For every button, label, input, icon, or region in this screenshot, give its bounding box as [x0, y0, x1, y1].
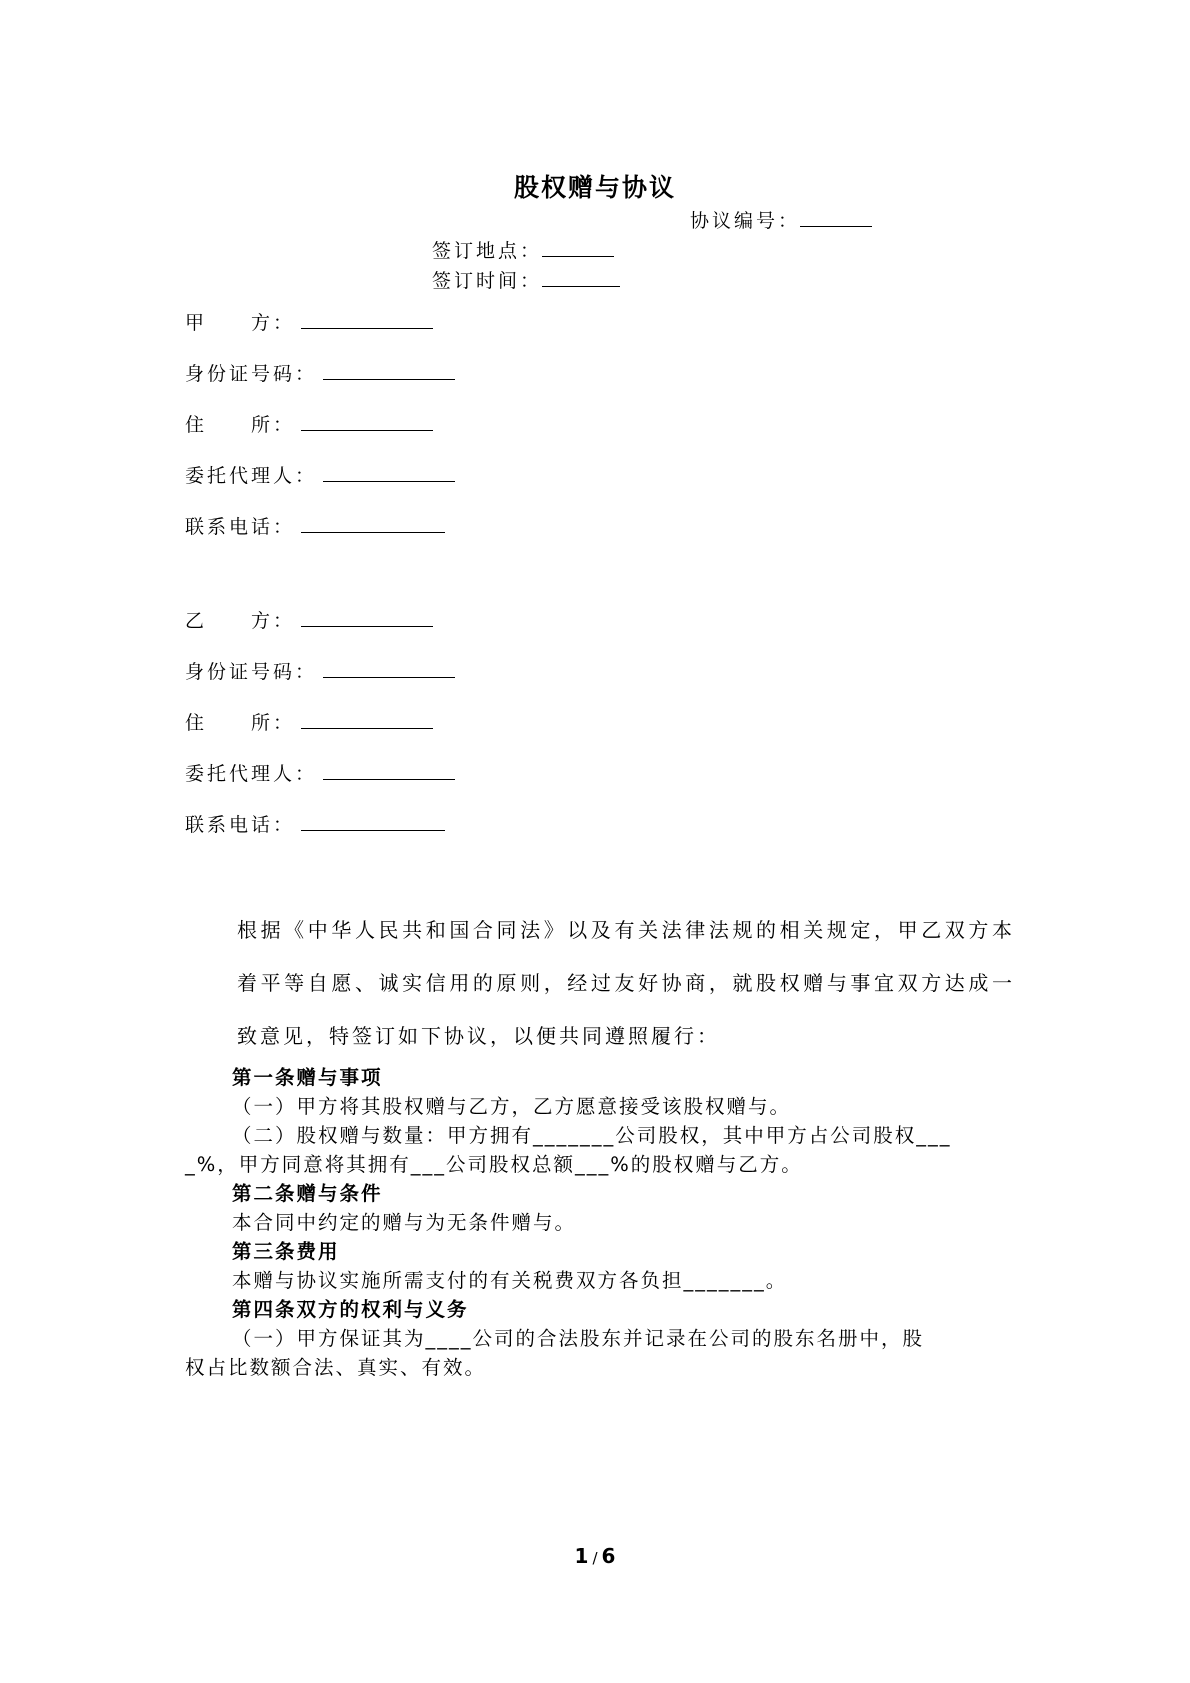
- party-b-phone-blank: [301, 812, 445, 831]
- party-a-agent-field: [185, 461, 455, 488]
- party-b-name-blank: [301, 608, 433, 627]
- party-b-address-blank: [301, 710, 433, 729]
- article-1-clause-2-line-1: （二）股权赠与数量：甲方拥有_______公司股权，其中甲方占公司股权___: [232, 1124, 952, 1147]
- party-b-address-label: 住 所：: [185, 712, 296, 734]
- party-a-name-field: [185, 308, 433, 335]
- party-a-address-blank: [301, 412, 433, 431]
- page-separator: /: [592, 1549, 598, 1567]
- preamble-text: 根据《中华人民共和国合同法》以及有关法律法规的相关规定，甲乙双方本着平等自愿、诚实信用的原则，经过友好协商，就股权赠与事宜双方达成一致意见，特签订如下协议，以便共同遵照履行：: [237, 918, 1015, 1048]
- article-1-clause-2-line-2: _%，甲方同意将其拥有___公司股权总额___%的股权赠与乙方。: [185, 1153, 803, 1176]
- party-b-phone-label: 联系电话：: [185, 814, 296, 836]
- party-b-id-label: 身份证号码：: [185, 661, 318, 683]
- signing-place-field: [432, 236, 614, 263]
- agreement-number-label: 协议编号：: [690, 210, 801, 232]
- article-4-title: 第四条双方的权利与义务: [232, 1298, 469, 1321]
- party-b-address-field: [185, 708, 433, 735]
- signing-place-label: 签订地点：: [432, 240, 543, 262]
- party-a-id-blank: [323, 361, 455, 380]
- party-b-id-field: [185, 657, 455, 684]
- party-a-phone-blank: [301, 514, 445, 533]
- party-b-name-label: 乙 方：: [185, 610, 296, 632]
- party-a-agent-label: 委托代理人：: [185, 465, 318, 487]
- article-2-clause-1: 本合同中约定的赠与为无条件赠与。: [232, 1211, 577, 1234]
- article-3-title: 第三条费用: [232, 1240, 340, 1263]
- preamble-paragraph: [185, 904, 1015, 1063]
- party-a-address-field: [185, 410, 433, 437]
- document-title: 股权赠与协议: [513, 173, 676, 202]
- article-1-clause-1: （一）甲方将其股权赠与乙方，乙方愿意接受该股权赠与。: [232, 1095, 792, 1118]
- signing-time-field: [432, 266, 620, 293]
- page-number: [0, 1544, 1190, 1568]
- total-pages: 6: [601, 1544, 616, 1568]
- signing-time-blank: [542, 268, 620, 287]
- party-a-phone-field: [185, 512, 445, 539]
- party-a-phone-label: 联系电话：: [185, 516, 296, 538]
- party-a-name-label: 甲 方：: [185, 312, 296, 334]
- article-1-title: 第一条赠与事项: [232, 1066, 383, 1089]
- article-4-clause-1-line-2: 权占比数额合法、真实、有效。: [185, 1356, 487, 1379]
- article-3-clause-1: 本赠与协议实施所需支付的有关税费双方各负担_______。: [232, 1269, 788, 1292]
- article-2-title: 第二条赠与条件: [232, 1182, 383, 1205]
- party-a-agent-blank: [323, 463, 455, 482]
- party-a-name-blank: [301, 310, 433, 329]
- party-b-agent-blank: [323, 761, 455, 780]
- signing-place-blank: [542, 238, 614, 257]
- party-a-id-field: [185, 359, 455, 386]
- agreement-number-blank: [800, 208, 872, 227]
- party-b-agent-label: 委托代理人：: [185, 763, 318, 785]
- party-b-id-blank: [323, 659, 455, 678]
- current-page: 1: [574, 1544, 589, 1568]
- party-a-address-label: 住 所：: [185, 414, 296, 436]
- article-4-clause-1-line-1: （一）甲方保证其为____公司的合法股东并记录在公司的股东名册中，股: [232, 1327, 925, 1350]
- party-b-phone-field: [185, 810, 445, 837]
- party-a-id-label: 身份证号码：: [185, 363, 318, 385]
- agreement-number-field: [690, 206, 872, 233]
- signing-time-label: 签订时间：: [432, 270, 543, 292]
- party-b-agent-field: [185, 759, 455, 786]
- party-b-name-field: [185, 606, 433, 633]
